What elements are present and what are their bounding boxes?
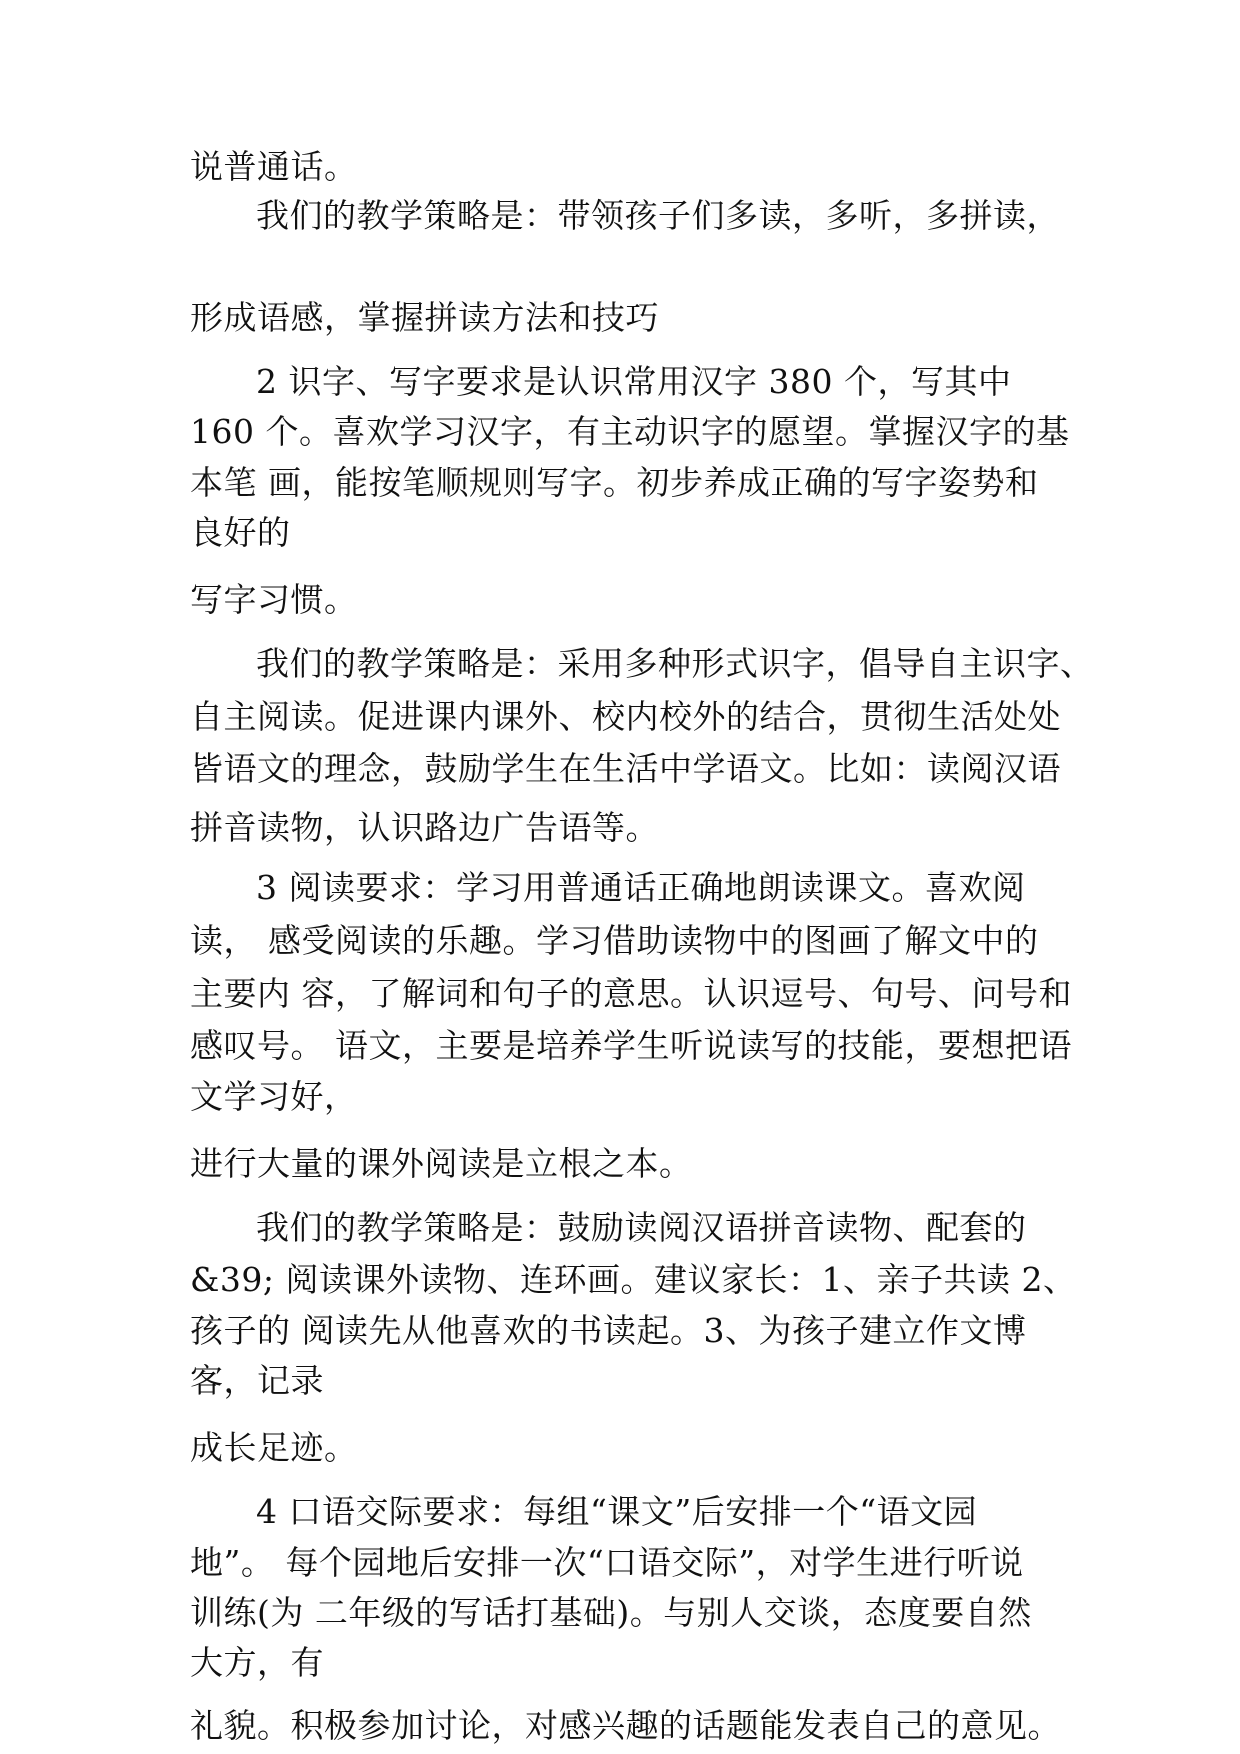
text-line: 自主阅读。促进课内课外、校内校外的结合，贯彻生活处处	[190, 697, 1061, 736]
text-line: 文学习好，	[190, 1077, 358, 1116]
text-line: 主要内 容，了解词和句子的意思。认识逗号、句号、问号和	[190, 974, 1072, 1013]
text-line: 成长足迹。	[190, 1428, 358, 1467]
text-line: 形成语感，掌握拼读方法和技巧	[190, 298, 659, 337]
text-line: 本笔 画，能按笔顺规则写字。初步养成正确的写字姿势和	[190, 463, 1039, 502]
text-line: 良好的	[190, 513, 291, 552]
text-line: 我们的教学策略是：带领孩子们多读，多听，多拼读，	[256, 196, 1060, 235]
text-line: 我们的教学策略是：采用多种形式识字，倡导自主识字、	[256, 644, 1094, 683]
text-line: 2 识字、写字要求是认识常用汉字 380 个，写其中	[256, 362, 1012, 401]
text-line: 客，记录	[190, 1361, 324, 1400]
text-line: 大方，有	[190, 1643, 324, 1682]
text-line: 孩子的 阅读先从他喜欢的书读起。3、为孩子建立作文博	[190, 1311, 1027, 1350]
text-line: 3 阅读要求：学习用普通话正确地朗读课文。喜欢阅	[256, 868, 1026, 907]
text-line: &39; 阅读课外读物、连环画。建议家长：1、亲子共读 2、	[190, 1260, 1077, 1299]
text-line: 读， 感受阅读的乐趣。学习借助读物中的图画了解文中的	[190, 921, 1039, 960]
text-line: 4 口语交际要求：每组“课文”后安排一个“语文园	[256, 1492, 978, 1531]
text-line: 说普通话。	[190, 147, 358, 186]
text-line: 进行大量的课外阅读是立根之本。	[190, 1144, 693, 1183]
text-line: 感叹号。 语文，主要是培养学生听说读写的技能，要想把语	[190, 1026, 1072, 1065]
text-line: 我们的教学策略是：鼓励读阅汉语拼音读物、配套的	[256, 1208, 1027, 1247]
text-line: 礼貌。积极参加讨论，对感兴趣的话题能发表自己的意见。	[190, 1706, 1061, 1745]
text-line: 写字习惯。	[190, 580, 358, 619]
text-line: 训练(为 二年级的写话打基础)。与别人交谈，态度要自然	[190, 1593, 1032, 1632]
text-line: 地”。 每个园地后安排一次“口语交际”，对学生进行听说	[190, 1543, 1024, 1582]
text-line: 160 个。喜欢学习汉字，有主动识字的愿望。掌握汉字的基	[190, 412, 1070, 451]
text-line: 拼音读物，认识路边广告语等。	[190, 808, 659, 847]
text-line: 皆语文的理念，鼓励学生在生活中学语文。比如：读阅汉语	[190, 749, 1061, 788]
